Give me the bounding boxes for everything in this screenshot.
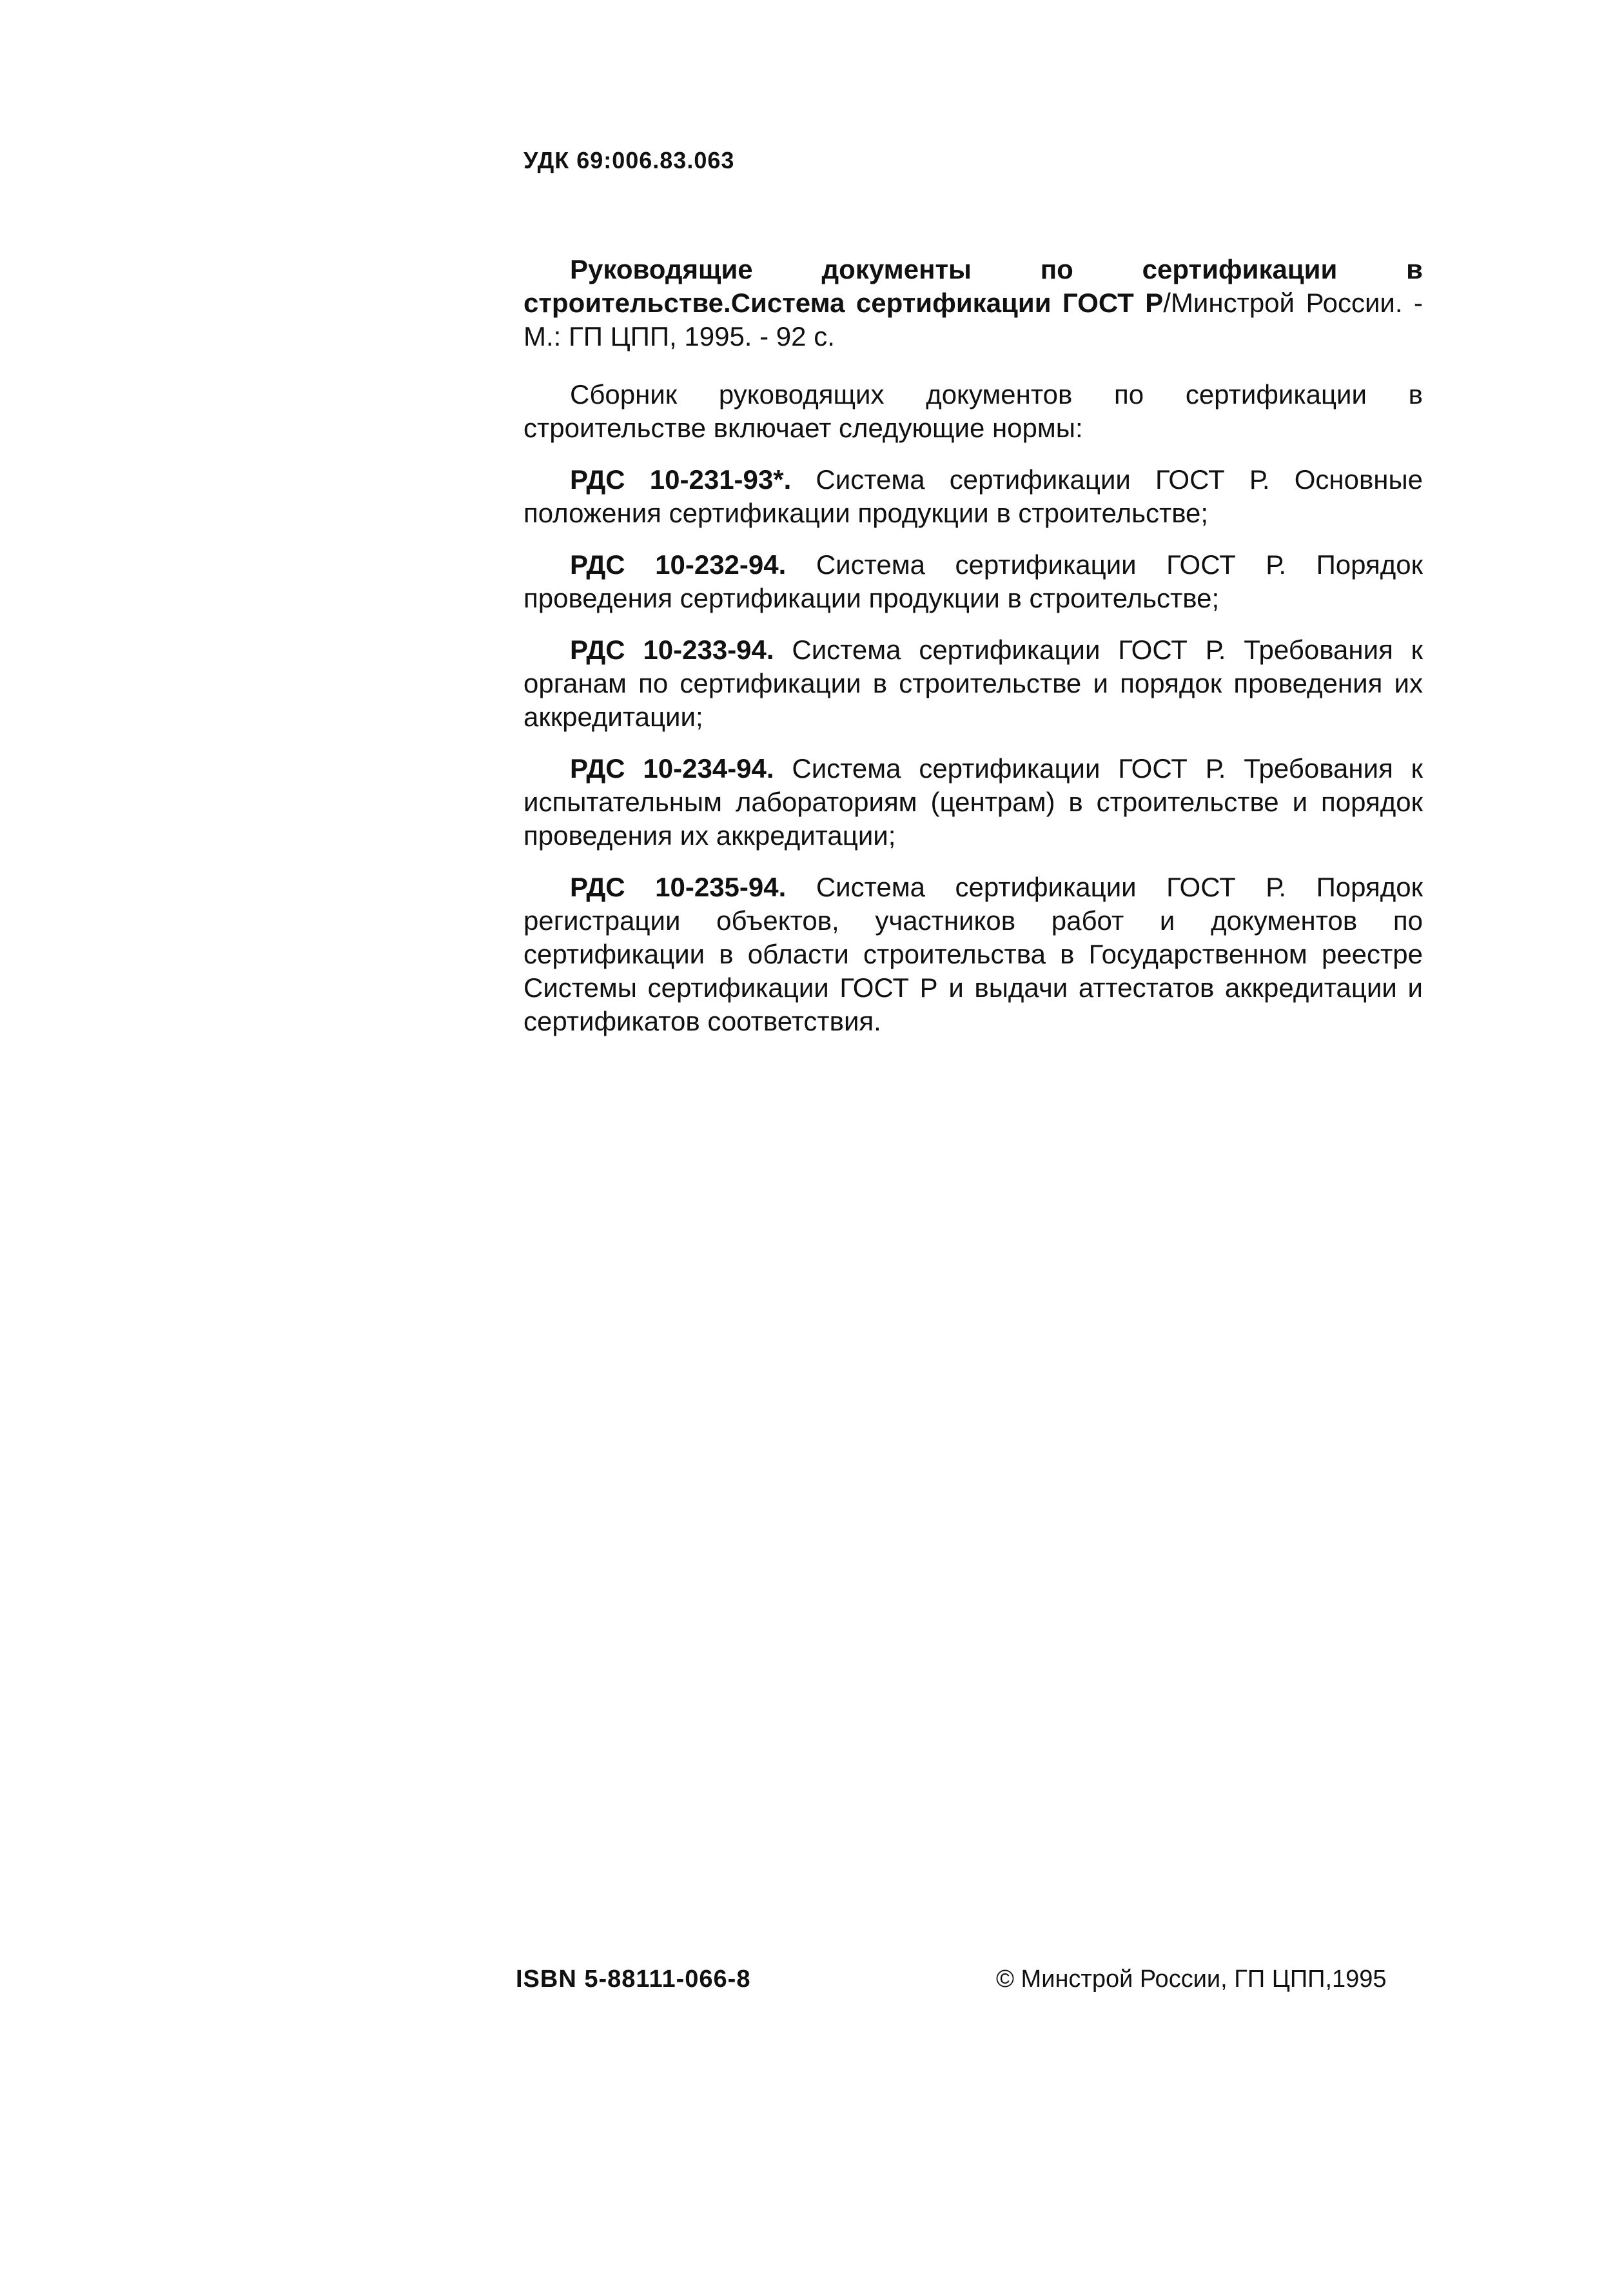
norm-item <box>523 548 1423 615</box>
norm-item <box>523 752 1423 853</box>
norm-code: РДС 10-233-94. <box>570 635 774 665</box>
norm-item <box>523 463 1423 530</box>
bibliographic-details: /Минстрой России. - М.: ГП ЦПП, 1995. - 92 с. <box>523 288 1423 351</box>
bibliographic-title: Руководящие документы по сертификации в строительстве.Система сертификации ГОСТ Р <box>523 254 1423 318</box>
annotation-block <box>523 253 1423 1056</box>
norm-title: Система сертификации ГОСТ Р. Требования к испытательным лабораториям (центрам) в строительстве и порядок проведения их аккредитации; <box>523 753 1423 851</box>
norm-code: РДС 10-232-94. <box>570 549 787 580</box>
norm-title: Система сертификации ГОСТ Р. Порядок проведения сертификации продукции в строительстве; <box>523 549 1423 613</box>
norm-code: РДС 10-231-93*. <box>570 464 792 495</box>
collection-intro: Сборник руководящих документов по сертификации в строительстве включает следующие нормы: <box>523 379 1423 443</box>
norm-item <box>523 871 1423 1038</box>
bibliographic-record <box>523 253 1423 353</box>
copyright-notice: © Минстрой России, ГП ЦПП,1995 <box>996 1966 1387 1993</box>
norm-title: Система сертификации ГОСТ Р. Требования к органам по сертификации в строительстве и порядок проведения их аккредитации; <box>523 635 1423 732</box>
isbn: ISBN 5-88111-066-8 <box>516 1966 751 1993</box>
norm-title: Система сертификации ГОСТ Р. Основные положения сертификации продукции в строительстве; <box>523 464 1423 528</box>
norm-item <box>523 633 1423 734</box>
norm-code: РДС 10-234-94. <box>570 753 774 784</box>
norm-code: РДС 10-235-94. <box>570 872 787 902</box>
norm-title: Система сертификации ГОСТ Р. Порядок регистрации объектов, участников работ и документов по сертификации в области строительства в Государственном реестре Системы сертификации ГОСТ Р и выдачи аттестатов аккредитации и сертификатов соответствия. <box>523 872 1423 1036</box>
udc-code: УДК 69:006.83.063 <box>523 147 735 173</box>
